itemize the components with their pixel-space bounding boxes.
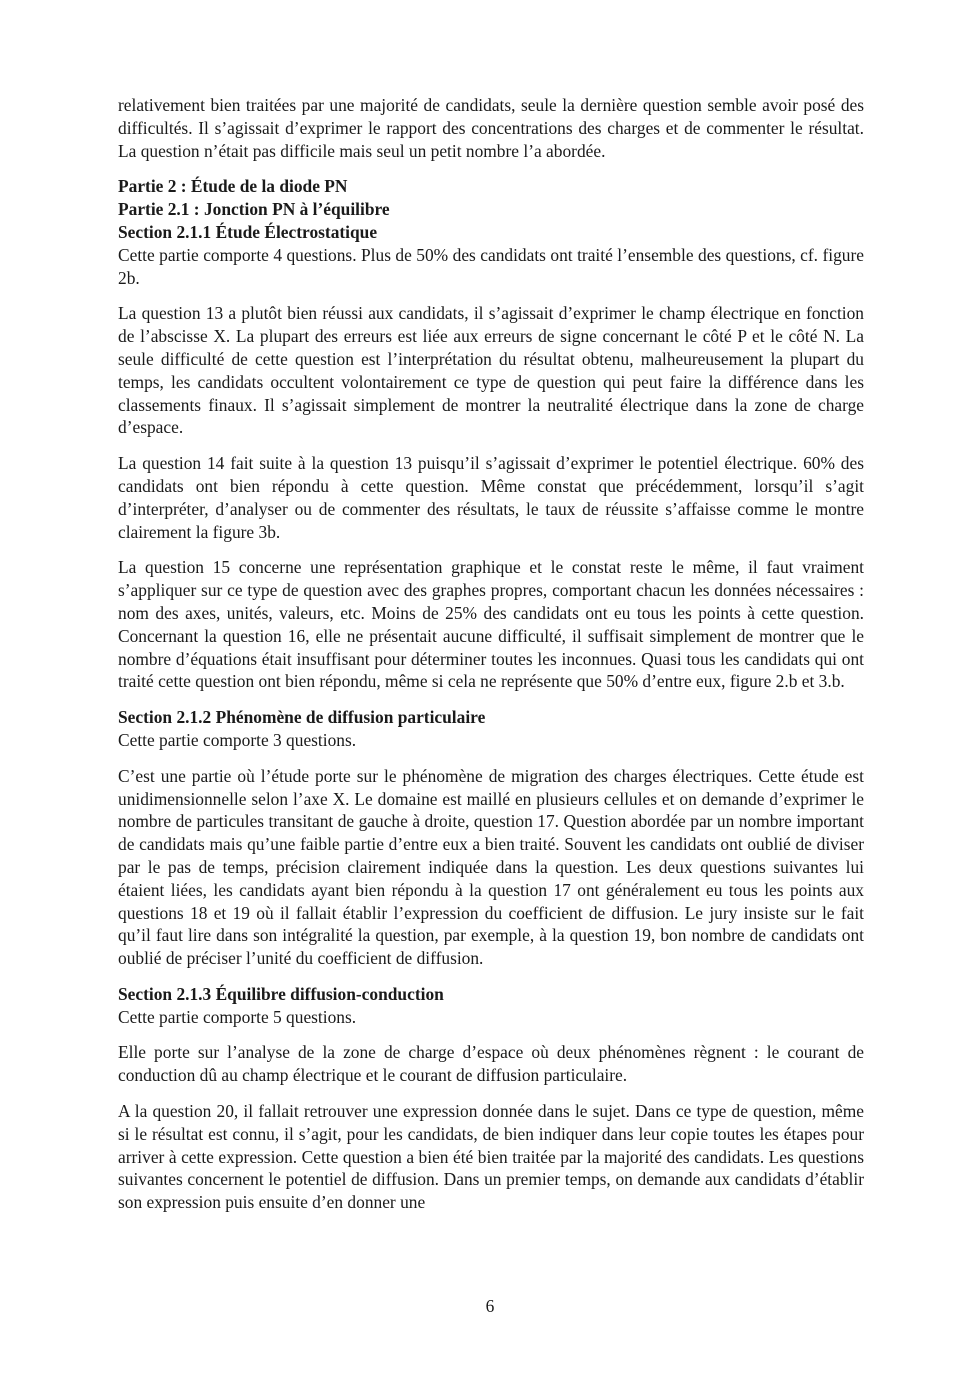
paragraph-question-20: A la question 20, il fallait retrouver une expression donnée dans le sujet. Dans ce type de question, même si le résultat est connu, il s’agit, pour les candidats, de bien indiquer dans leur copie toutes les étapes pour arriver à cette expression. Cette question a bien été bien traitée par la majorité des candidats. Les questions suivantes concernent le potentiel de diffusion. Dans un premier temps, on demande aux candidats d’établir son expression puis ensuite d’en donner une — [118, 1101, 864, 1213]
heading-partie-2-1: Partie 2.1 : Jonction PN à l’équilibre — [118, 199, 390, 220]
section-2-1-2-intro: Cette partie comporte 3 questions. — [118, 729, 357, 750]
paragraph-question-14: La question 14 fait suite à la question 13 puisqu’il s’agissait d’exprimer le potentiel électrique. 60% des candidats ont bien répondu à cette question. Même constat que précédemment, lorsqu’il s’agit d’interpréter, d’analyser ou de commenter des résultats, le taux de réussite s’affaisse comme le montre clairement la figure 3b. — [118, 453, 864, 542]
section-2-1-1-intro: Cette partie comporte 4 questions. Plus de 50% des candidats ont traité l’ensemble des questions, cf. figure 2b. — [118, 244, 864, 288]
heading-partie-2: Partie 2 : Étude de la diode PN — [118, 176, 348, 197]
paragraph-intro: relativement bien traitées par une majorité de candidats, seule la dernière question semble avoir posé des difficultés. Il s’agissait d’exprimer le rapport des concentrations des charges et de commenter le résultat. La question n’était pas difficile mais seul un petit nombre l’a abordée. — [118, 95, 864, 161]
heading-section-2-1-1: Section 2.1.1 Étude Électrostatique — [118, 221, 378, 242]
page-content — [118, 94, 864, 1214]
paragraph-question-13: La question 13 a plutôt bien réussi aux candidats, il s’agissait d’exprimer le champ électrique en fonction de l’abscisse X. La plupart des erreurs est liée aux erreurs de signe concernant le côté P et le côté N. La seule difficulté de cette question est l’interprétation du résultat obtenu, malheureusement la plupart du temps, les candidats occultent volontairement ce type de question qui peut faire la différence dans les classements finaux. Il s’agissait simplement de montrer la neutralité électrique dans la zone de charge d’espace. — [118, 303, 864, 438]
paragraph-zone-charge: Elle porte sur l’analyse de la zone de charge d’espace où deux phénomènes règnent : le courant de conduction dû au champ électrique et le courant de diffusion particulaire. — [118, 1042, 864, 1086]
paragraph-question-15: La question 15 concerne une représentation graphique et le constat reste le même, il faut vraiment s’appliquer sur ce type de question avec des graphes propres, comportant chacun les données nécessaires : nom des axes, unités, valeurs, etc. Moins de 25% des candidats ont eu tous les points à cette question. Concernant la question 16, elle ne présentait aucune difficulté, il suffisait simplement de montrer que le nombre d’équations était insuffisant pour déterminer toutes les inconnues. Quasi tous les candidats qui ont traité cette question ont bien répondu, même si cela ne représente que 50% d’entre eux, figure 2.b et 3.b. — [118, 557, 864, 692]
heading-section-2-1-2: Section 2.1.2 Phénomène de diffusion particulaire — [118, 707, 486, 728]
page-number: 6 — [485, 1296, 495, 1316]
heading-section-2-1-3: Section 2.1.3 Équilibre diffusion-conduction — [118, 983, 444, 1004]
paragraph-question-17: C’est une partie où l’étude porte sur le phénomène de migration des charges électriques. Cette étude est unidimensionnelle selon l’axe X. Le domaine est maillé en plusieurs cellules et on demande d’exprimer le nombre de particules transitant de gauche à droite, question 17. Question abordée par un nombre important de candidats mais qu’une faible partie d’entre eux a bien traité. Souvent les candidats ont oublié de diviser par le pas de temps, précision clairement indiquée dans la question. Les deux questions suivantes lui étaient liées, les candidats ayant bien répondu à la question 17 ont généralement eu tous les points aux questions 18 et 19 où il fallait établir l’expression du coefficient de diffusion. Le jury insiste sur le fait qu’il faut lire dans son intégralité la question, par exemple, à la question 19, bon nombre de candidats ont oublié de préciser l’unité du coefficient de diffusion. — [118, 765, 864, 969]
section-2-1-3-intro: Cette partie comporte 5 questions. — [118, 1006, 357, 1027]
